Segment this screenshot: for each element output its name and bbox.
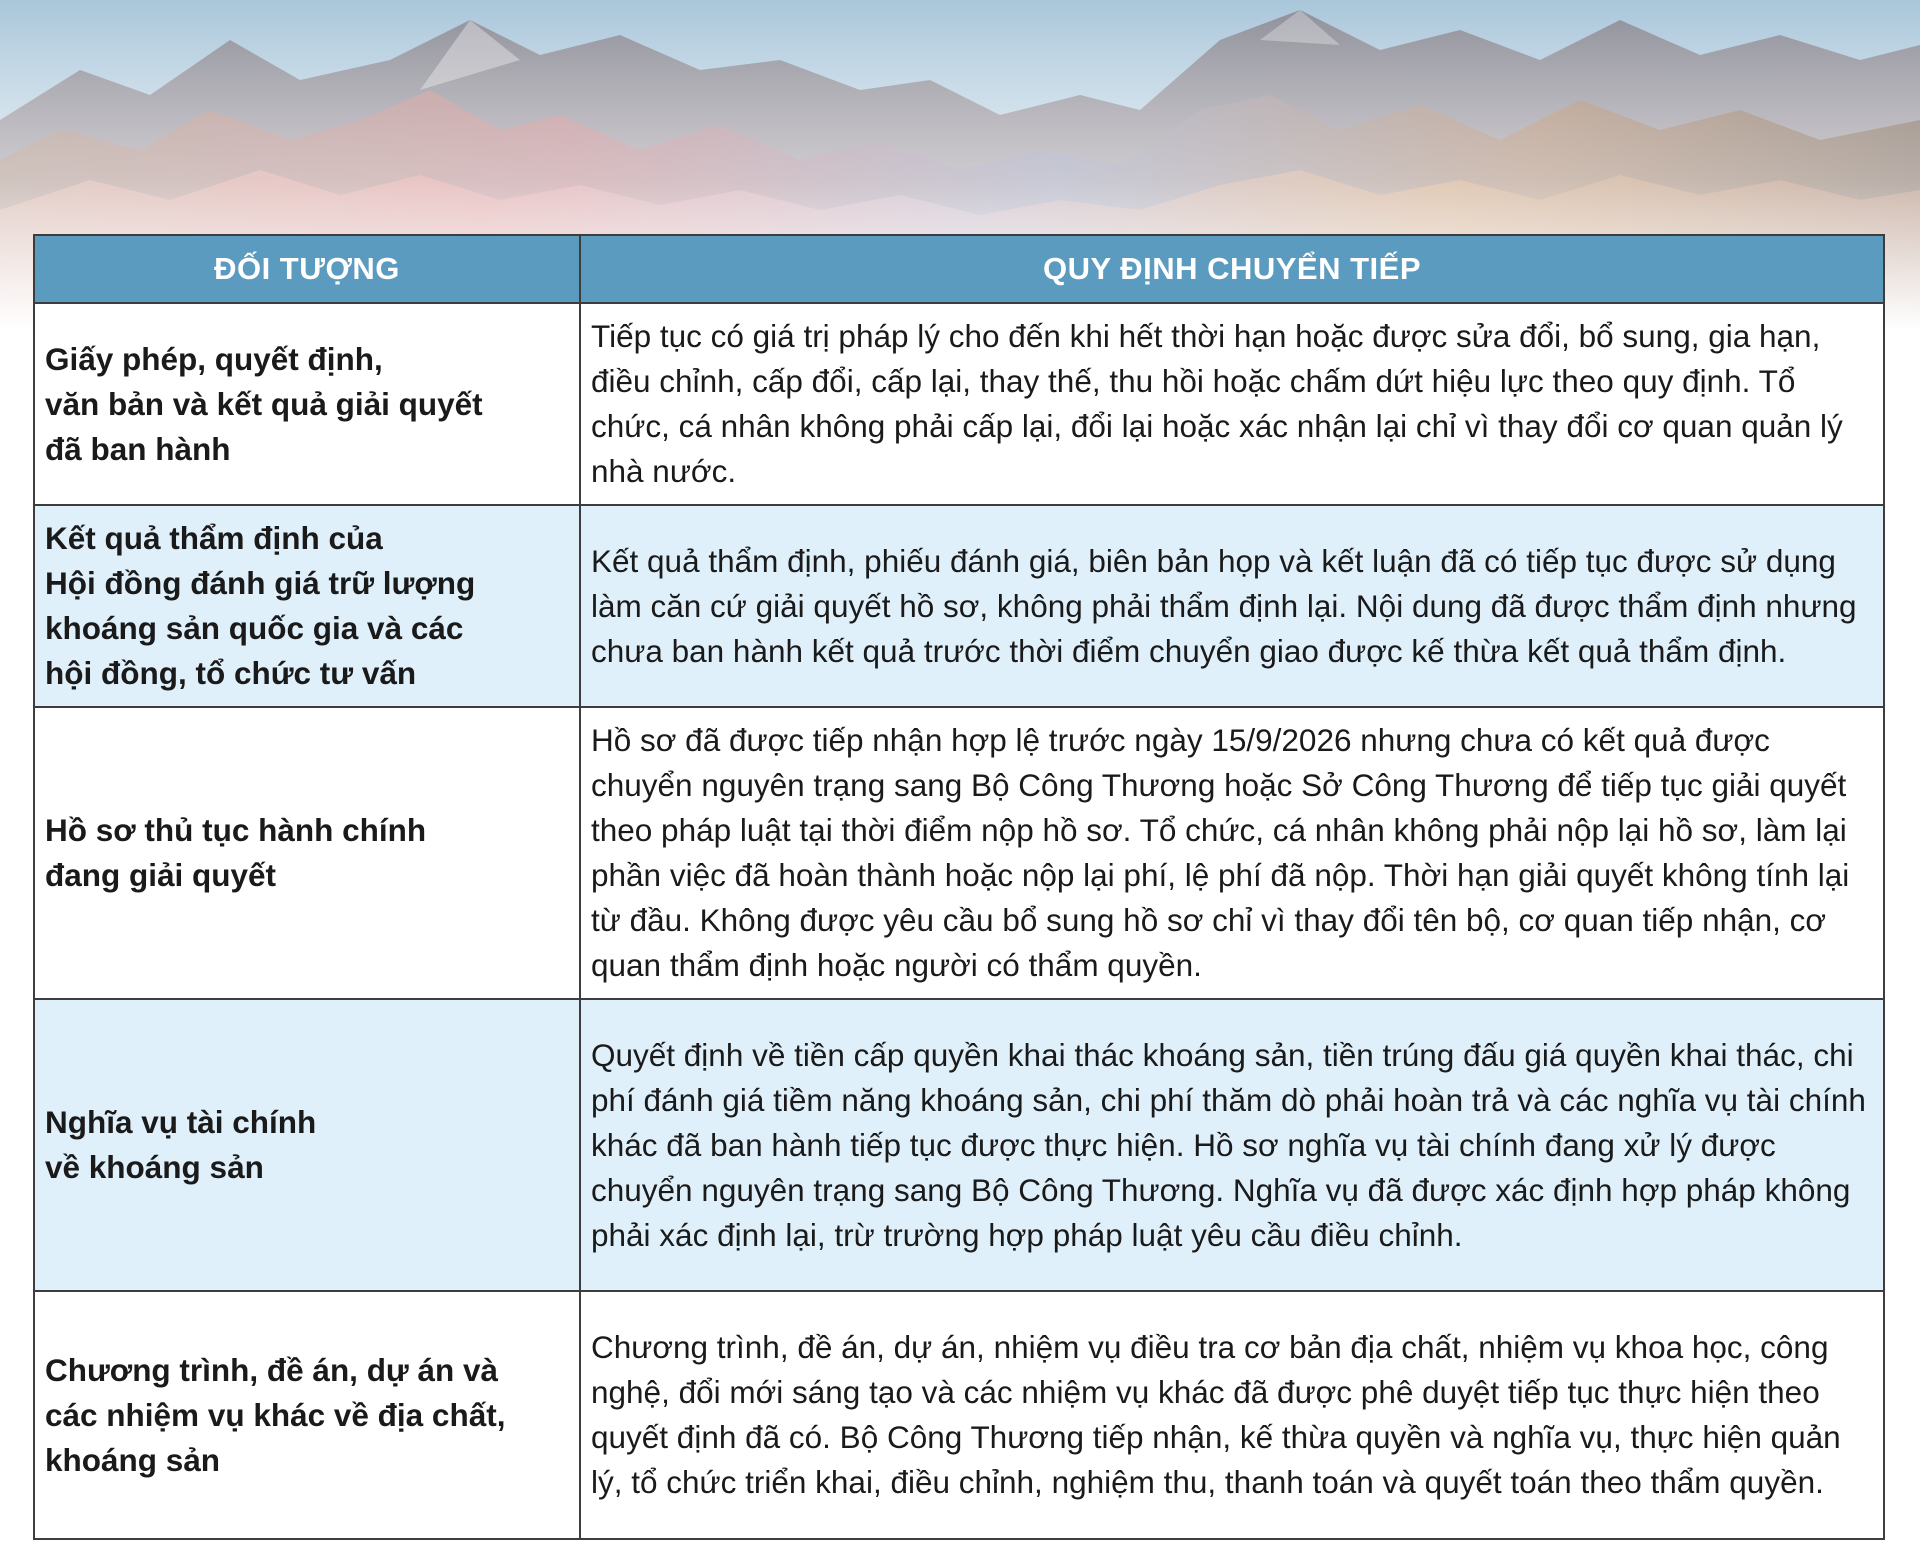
object-line: đang giải quyết	[45, 857, 277, 893]
row-rule-cell: Quyết định về tiền cấp quyền khai thác khoáng sản, tiền trúng đấu giá quyền khai thác, chi phí đánh giá tiềm năng khoáng sản, chi phí thăm dò phải hoàn trả và các nghĩa vụ tài chính khác đã ban hành tiếp tục được thực hiện. Hồ sơ nghĩa vụ tài chính đang xử lý được chuyển nguyên trạng sang Bộ Công Thương. Nghĩa vụ đã được xác định hợp pháp không phải xác định lại, trừ trường hợp pháp luật yêu cầu điều chỉnh.	[580, 999, 1884, 1291]
table-row	[34, 505, 1884, 707]
row-rule-cell: Tiếp tục có giá trị pháp lý cho đến khi hết thời hạn hoặc được sửa đổi, bổ sung, gia hạn, điều chỉnh, cấp đổi, cấp lại, thay thế, thu hồi hoặc chấm dứt hiệu lực theo quy định. Tổ chức, cá nhân không phải cấp lại, đổi lại hoặc xác nhận lại chỉ vì thay đổi cơ quan quản lý nhà nước.	[580, 303, 1884, 505]
object-line: khoáng sản quốc gia và các	[45, 610, 464, 646]
transition-rules-table-wrapper	[33, 234, 1883, 1540]
object-line: Nghĩa vụ tài chính	[45, 1104, 317, 1140]
row-rule-cell: Hồ sơ đã được tiếp nhận hợp lệ trước ngày 15/9/2026 nhưng chưa có kết quả được chuyển nguyên trạng sang Bộ Công Thương hoặc Sở Công Thương để tiếp tục giải quyết theo pháp luật tại thời điểm nộp hồ sơ. Tổ chức, cá nhân không phải nộp lại hồ sơ, làm lại phần việc đã hoàn thành hoặc nộp lại phí, lệ phí đã nộp. Thời hạn giải quyết không tính lại từ đầu. Không được yêu cầu bổ sung hồ sơ chỉ vì thay đổi tên bộ, cơ quan tiếp nhận, cơ quan thẩm định hoặc người có thẩm quyền.	[580, 707, 1884, 999]
object-line: văn bản và kết quả giải quyết	[45, 385, 483, 422]
table-row	[34, 707, 1884, 999]
object-line: đã ban hành	[45, 430, 231, 467]
object-line: khoáng sản	[45, 1441, 221, 1478]
object-line: Chương trình, đề án, dự án và	[45, 1351, 499, 1388]
table-header-row	[34, 235, 1884, 303]
object-line: Giấy phép, quyết định,	[45, 340, 383, 377]
row-object-cell	[34, 505, 580, 707]
table-row	[34, 999, 1884, 1291]
row-object-cell	[34, 303, 580, 505]
object-line: Hồ sơ thủ tục hành chính	[45, 812, 427, 848]
header-transition-rule: QUY ĐỊNH CHUYỂN TIẾP	[580, 235, 1884, 303]
row-rule-cell: Kết quả thẩm định, phiếu đánh giá, biên bản họp và kết luận đã có tiếp tục được sử dụng làm căn cứ giải quyết hồ sơ, không phải thẩm định lại. Nội dung đã được thẩm định nhưng chưa ban hành kết quả trước thời điểm chuyển giao được kế thừa kết quả thẩm định.	[580, 505, 1884, 707]
table-row	[34, 1291, 1884, 1539]
object-line: về khoáng sản	[45, 1149, 264, 1185]
table-row	[34, 303, 1884, 505]
row-object-cell	[34, 999, 580, 1291]
row-object-cell	[34, 707, 580, 999]
object-line: Hội đồng đánh giá trữ lượng	[45, 565, 476, 601]
transition-rules-table	[33, 234, 1885, 1540]
object-line: hội đồng, tổ chức tư vấn	[45, 655, 417, 691]
header-object: ĐỐI TƯỢNG	[34, 235, 580, 303]
object-line: các nhiệm vụ khác về địa chất,	[45, 1396, 506, 1433]
row-rule-cell: Chương trình, đề án, dự án, nhiệm vụ điều tra cơ bản địa chất, nhiệm vụ khoa học, công nghệ, đổi mới sáng tạo và các nhiệm vụ khác đã được phê duyệt tiếp tục thực hiện theo quyết định đã có. Bộ Công Thương tiếp nhận, kế thừa quyền và nghĩa vụ, thực hiện quản lý, tổ chức triển khai, điều chỉnh, nghiệm thu, thanh toán và quyết toán theo thẩm quyền.	[580, 1291, 1884, 1539]
object-line: Kết quả thẩm định của	[45, 520, 383, 556]
row-object-cell	[34, 1291, 580, 1539]
